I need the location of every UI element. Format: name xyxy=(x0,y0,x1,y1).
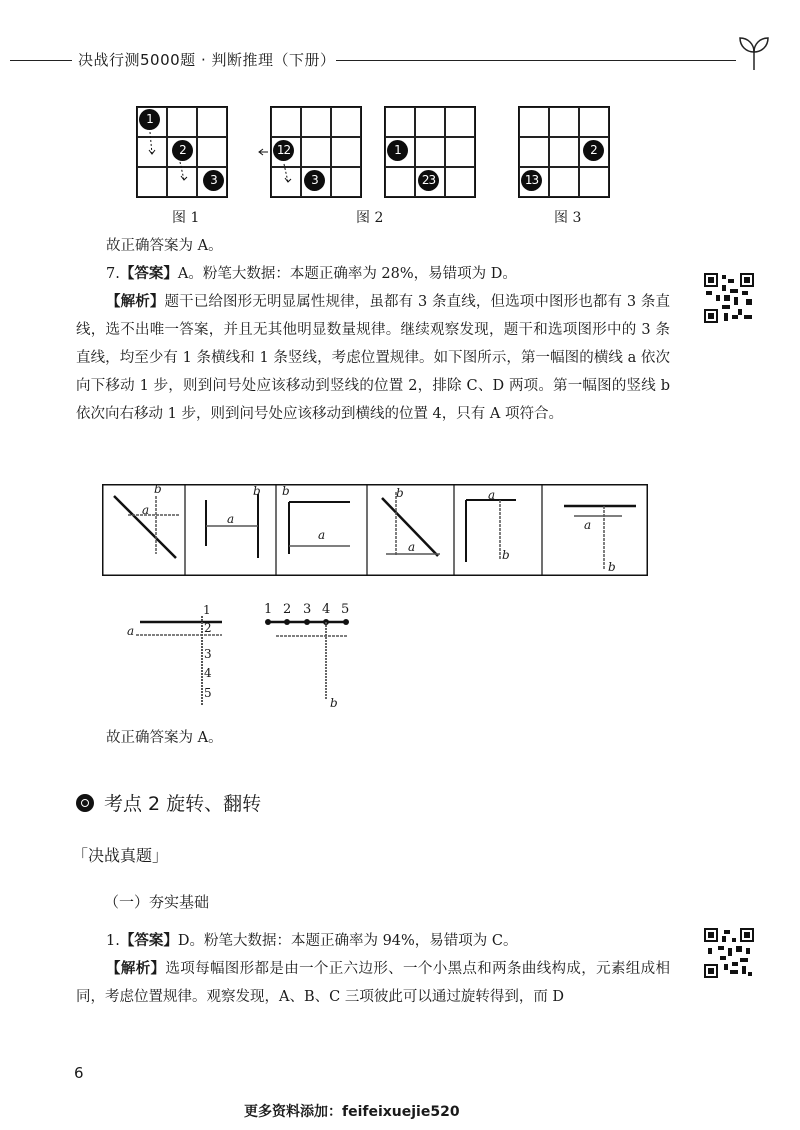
left-number-2: 2 xyxy=(204,621,212,635)
header-rule-right xyxy=(336,60,736,61)
right-number-1: 1 xyxy=(264,602,273,617)
conclusion-1: 故正确答案为 A。 xyxy=(106,238,223,254)
strip-label-b: b xyxy=(154,482,162,496)
running-header-title: 决战行测5000题 · 判断推理（下册） xyxy=(78,51,336,69)
left-number-1: 1 xyxy=(203,603,211,617)
ball-1b: 1 xyxy=(387,140,408,161)
q1-block xyxy=(76,927,670,1011)
ball-3: 3 xyxy=(203,170,224,191)
right-number-2: 2 xyxy=(283,602,292,617)
section-bullet-icon xyxy=(76,794,94,812)
ball-1: 1 xyxy=(139,109,160,130)
qr-code-icon xyxy=(704,273,754,323)
q7-analysis: 【解析】题干已给图形无明显属性规律，虽都有 3 条直线，但选项中图形也都有 3 条直线，选不出唯一答案，并且无其他明显数量规律。继续观察发现，题干和选项图形中的 3 条直线，均至少有 1 条横线和 1 条竖线，考虑位置规律。如下图所示，第一幅图的横线 a 依次向下移动 1 步，则到问号处应该移动到竖线的位置 2，排除 C、D 两项。第一幅图的竖线 b 依次向右移动 1 步，则到问号处应该移动到横线的位置 4，只有 A 项符合。 xyxy=(76,294,671,422)
left-number-5: 5 xyxy=(204,686,212,700)
left-number-4: 4 xyxy=(204,666,212,680)
q1-analysis: 【解析】选项每幅图形都是由一个正六边形、一个小黑点和两条曲线构成，元素组成相同，考虑位置规律。观察发现，A、B、C 三项彼此可以通过旋转得到，而 D xyxy=(76,961,670,1005)
header-rule-left xyxy=(10,60,72,61)
line-position-figure-strip xyxy=(102,484,648,576)
figure-3-caption: 图 3 xyxy=(554,210,582,226)
strip-label-b: b xyxy=(608,560,616,574)
strip-label-b: b xyxy=(253,484,261,498)
ball-12: 12 xyxy=(273,140,294,161)
q7-answer: 7.【答案】A。粉笔大数据：本题正确率为 28%，易错项为 D。 xyxy=(106,266,517,282)
strip-label-b: b xyxy=(282,484,290,498)
q7-block xyxy=(76,260,670,428)
strip-label-a: a xyxy=(488,488,496,502)
footer-contact-note: 更多资料添加：feifeixuejie520 xyxy=(244,1104,460,1120)
figure-1-caption: 图 1 xyxy=(172,210,200,226)
figure-2-caption: 图 2 xyxy=(356,210,384,226)
q1-answer: 1.【答案】D。粉笔大数据：本题正确率为 94%，易错项为 C。 xyxy=(106,933,518,949)
strip-label-a: a xyxy=(142,503,150,517)
conclusion-2: 故正确答案为 A。 xyxy=(106,730,223,746)
strip-label-b: b xyxy=(502,548,510,562)
sub-subsection-heading: （一）夯实基础 xyxy=(104,893,210,911)
ball-2c: 2 xyxy=(583,140,604,161)
strip-label-a: a xyxy=(227,512,235,526)
ball-2: 2 xyxy=(172,140,193,161)
right-number-4: 4 xyxy=(322,602,331,617)
strip-label-b: b xyxy=(396,486,404,500)
ball-23: 23 xyxy=(418,170,439,191)
left-label-a: a xyxy=(127,624,135,638)
right-number-5: 5 xyxy=(341,602,350,617)
section-heading: 考点 2 旋转、翻转 xyxy=(76,789,261,816)
left-number-3: 3 xyxy=(204,647,212,661)
strip-label-a: a xyxy=(318,528,326,542)
sprout-icon xyxy=(734,34,774,72)
right-label-b: b xyxy=(330,696,338,710)
qr-code-icon xyxy=(704,928,754,978)
ball-13: 13 xyxy=(521,170,542,191)
ball-3b: 3 xyxy=(304,170,325,191)
right-number-3: 3 xyxy=(303,602,312,617)
strip-label-a: a xyxy=(408,540,416,554)
page-number: 6 xyxy=(74,1064,84,1082)
subsection-heading: 「决战真题」 xyxy=(72,846,169,865)
strip-label-a: a xyxy=(584,518,592,532)
